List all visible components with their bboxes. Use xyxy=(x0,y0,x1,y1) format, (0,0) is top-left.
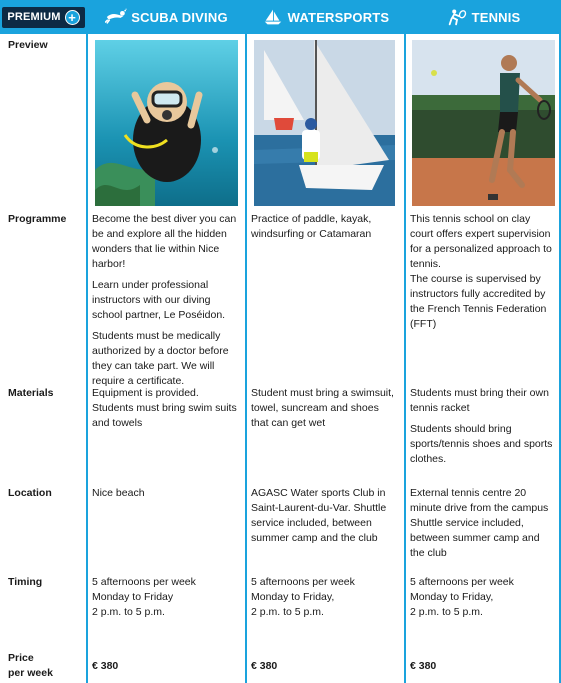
watersports-programme xyxy=(246,212,405,248)
row-label-price xyxy=(0,651,53,681)
tennis-timing xyxy=(405,575,561,620)
tennis-programme-text: This tennis school on clay court offers expert supervision for a personalized approach to tennis. xyxy=(410,213,552,270)
tennis-player-icon xyxy=(446,8,468,26)
tennis-timing-line: 2 p.m. to 5 p.m. xyxy=(410,606,483,618)
tennis-location: External tennis centre 20 minute drive from the campus Shuttle service included, between summer camp and the club xyxy=(410,487,549,559)
tennis-materials-text: Students should bring sports/tennis shoes and sports clothes. xyxy=(410,423,553,465)
tennis-materials xyxy=(405,386,561,473)
tennis-timing-line: 5 afternoons per week xyxy=(410,576,514,588)
watersports-price: € 380 xyxy=(251,660,278,672)
scuba-programme-text: Become the best diver you can be and explore all the hidden wonders that lie within Nice harbor! xyxy=(92,213,237,270)
row-label-preview: Preview xyxy=(8,39,48,51)
sailboat-icon xyxy=(262,8,284,26)
watersports-location: AGASC Water sports Club in Saint-Laurent-du-Var. Shuttle service included, between summer camp and the club xyxy=(251,487,387,544)
header-label-scuba: SCUBA DIVING xyxy=(131,9,228,25)
tennis-programme xyxy=(405,212,561,332)
row-label-programme: Programme xyxy=(8,213,67,225)
row-label-price-line: per week xyxy=(8,667,53,679)
premium-badge xyxy=(2,7,84,28)
watersports-timing xyxy=(246,575,405,620)
header-premium-cell xyxy=(0,0,87,34)
header-scuba-diving xyxy=(87,0,246,34)
tennis-timing-line: Monday to Friday, xyxy=(410,591,494,603)
watersports-materials-text: Student must bring a swimsuit, towel, suncream and shoes that can get wet xyxy=(251,387,394,429)
header-tennis xyxy=(405,0,561,34)
header-label-tennis: TENNIS xyxy=(471,9,521,25)
scuba-timing xyxy=(87,575,246,620)
tennis-price: € 380 xyxy=(410,660,437,672)
watersports-timing-line: 2 p.m. to 5 p.m. xyxy=(251,606,324,618)
tennis-programme-text: The course is supervised by instructors fully accredited by the French Tennis Federation (FFT) xyxy=(410,273,547,330)
scuba-materials xyxy=(87,386,246,437)
watersports-timing-line: 5 afternoons per week xyxy=(251,576,355,588)
row-label-location: Location xyxy=(8,487,52,499)
scuba-materials-text: Equipment is provided. Students must bring swim suits and towels xyxy=(92,387,237,429)
scuba-timing-line: Monday to Friday xyxy=(92,591,174,603)
watersports-timing-line: Monday to Friday, xyxy=(251,591,335,603)
scuba-timing-line: 2 p.m. to 5 p.m. xyxy=(92,606,165,618)
row-label-price-line: Price xyxy=(8,652,34,664)
header-label-watersports: WATERSPORTS xyxy=(287,9,390,25)
watersports-programme-text: Practice of paddle, kayak, windsurfing or Catamaran xyxy=(251,213,372,240)
diver-icon xyxy=(105,8,127,26)
row-label-materials: Materials xyxy=(8,387,54,399)
tennis-photo xyxy=(412,40,555,206)
scuba-diving-photo xyxy=(95,40,238,206)
header-watersports xyxy=(246,0,405,34)
watersports-materials xyxy=(246,386,405,437)
scuba-programme-text: Students must be medically authorized by a doctor before they can take part. We will require a certificate. xyxy=(92,330,229,387)
scuba-location: Nice beach xyxy=(92,487,145,499)
scuba-programme xyxy=(87,212,246,395)
plus-icon: + xyxy=(65,10,80,25)
scuba-programme-text: Learn under professional instructors with our diving school partner, Le Poséidon. xyxy=(92,279,226,321)
tennis-materials-text: Students must bring their own tennis racket xyxy=(410,387,549,414)
premium-label: PREMIUM xyxy=(7,11,61,23)
scuba-timing-line: 5 afternoons per week xyxy=(92,576,196,588)
watersports-photo xyxy=(254,40,395,206)
row-label-timing: Timing xyxy=(8,576,43,588)
scuba-price: € 380 xyxy=(92,660,119,672)
